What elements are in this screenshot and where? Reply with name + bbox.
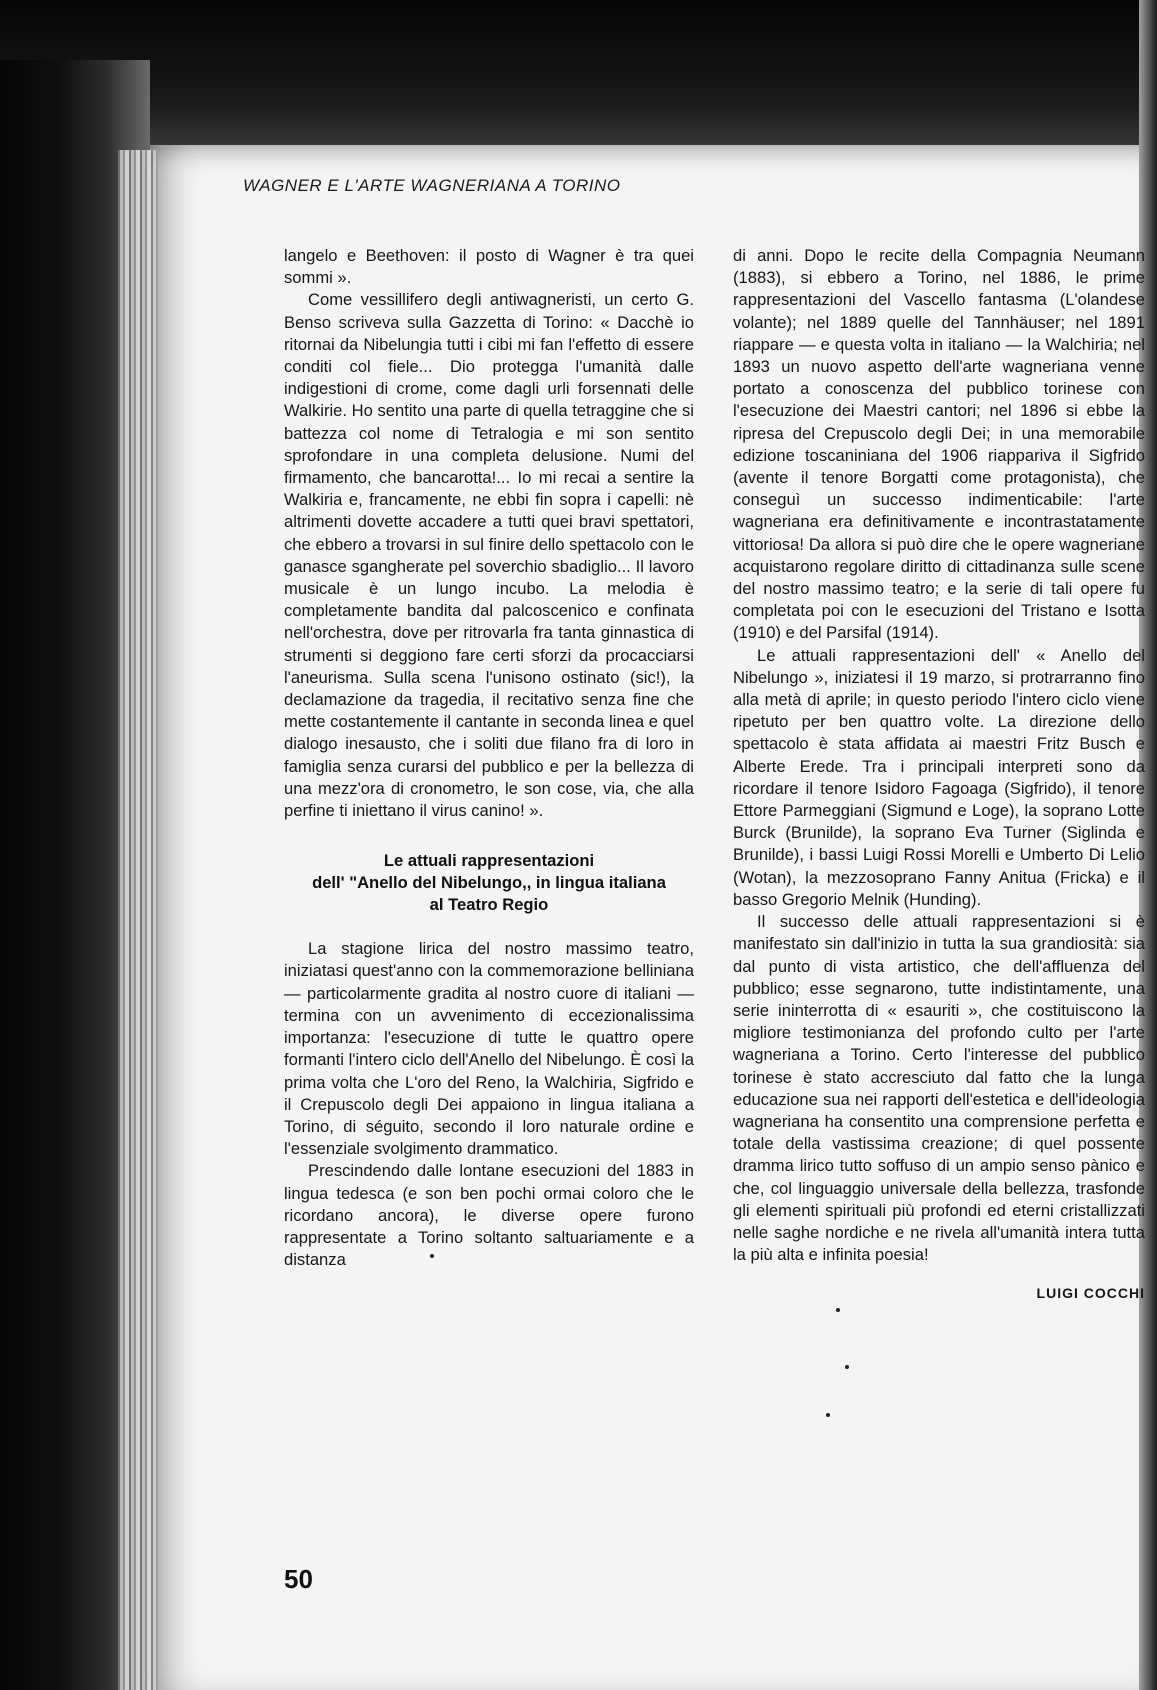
section-heading-line-3: al Teatro Regio bbox=[429, 895, 549, 915]
page-edge-stack bbox=[118, 150, 158, 1690]
scan-border-top bbox=[0, 0, 1157, 150]
section-heading-line-2: dell' "Anello del Nibelungo,, in lingua italiana bbox=[312, 873, 666, 893]
section-heading-line-1: Le attuali rappresentazioni bbox=[383, 851, 595, 871]
right-paragraph-3: Il successo delle attuali rappresentazioni si è manifestato sin dall'inizio in tutta la sua grandiosità: sia dal punto di vista artistico, che dell'affluenza del pubblico; esse segnarono, tutte indistintamente, una serie ininterrotta di « esauriti », che costituiscono la migliore testimonianza del profondo culto per l'arte wagneriana a Torino. Certo l'interesse del pubblico torinese è stato accresciuto dal fatto che la lunga educazione sua nei rapporti dell'estetica e dell'ideologia wagneriana ha consentito una comprensione perfetta e totale della vastissima creazione; di quel possente dramma lirico tutto soffuso di un ampio senso pànico e che, col linguaggio universale della bellezza, trasfonde gli elementi spirituali più profondi ed eterni cristallizzati nelle saghe nordiche e ne rivela all'umanità intera tutta la più alta e infinita poesia! bbox=[733, 912, 1145, 1265]
author-signature: LUIGI COCCHI bbox=[1036, 1285, 1145, 1302]
right-column bbox=[733, 245, 1145, 1305]
print-speck bbox=[430, 1254, 434, 1258]
page-number: 50 bbox=[284, 1564, 313, 1594]
running-head: WAGNER E L'ARTE WAGNERIANA A TORINO bbox=[243, 176, 621, 195]
right-paragraph-1: di anni. Dopo le recite della Compagnia Neumann (1883), si ebbero a Torino, nel 1886, le prime rappresentazioni del Vascello fantasma (L'olandese volante); nel 1889 quelle del Tannhäuser; nel 1891 riappare — e questa volta in italiano — la Walchiria; nel 1893 un nuovo aspetto dell'arte wagneriana venne portato a conoscenza del pubblico torinese con l'esecuzione dei Maestri cantori; nel 1896 si ebbe la ripresa del Crepuscolo degli Dei; in una memorabile edizione toscaniniana del 1906 riappariva il Sigfrido (avente il tenore Borgatti come protagonista), che conseguì un successo indimenticabile: l'arte wagneriana era definitivamente e incontrastatamente vittoriosa! Da allora si può dire che le opere wagneriane acquistarono regolare diritto di cittadinanza sulle scene del nostro massimo teatro; e la serie di tali opere fu completata poi con le esecuzioni del Tristano e Isotta (1910) e del Parsifal (1914). bbox=[733, 246, 1145, 643]
left-paragraph-2: Come vessillifero degli antiwagneristi, un certo G. Benso scriveva sulla Gazzetta di Torino: « Dacchè io ritornai da Nibelungia tutti i cibi mi fan l'effetto di essere conditi col fiele... Dio protegga l'umanità dalle indigestioni di crome, come dagli urli forsennati delle Walkirie. Ho sentito una parte di quella tetraggine che si battezza col nome di Tetralogia e mi son sentito sprofondare in una completa delusione. Numi del firmamento, che bancarotta!... Io mi recai a sentire la Walkiria e, francamente, ne ebbi fin sopra i capelli: nè altrimenti dovette accadere a tutti quei bravi spettatori, che ebbero a trovarsi in sul finire dello spettacolo con le ganasce sgangherate pel soverchio sbadiglio... Il lavoro musicale è un lungo incubo. La melodia è completamente bandita dal palcoscenico e confinata nell'orchestra, dove per ritrovarla fra tanta ginnastica di strumenti si deggiono fare certi sforzi da procacciarsi l'aneurisma. Sulla scena l'unisono ostinato (sic!), la declamazione da tragedia, il recitativo senza fine che mette costantemente il cantante in seconda linea e quel dialogo inesausto, che i soliti due filano fra di loro in famiglia senza curarsi del pubblico e per la bellezza di una mezz'ora di cronometro, le son cose, via, che alla perfine ti iniettano il virus canino! ». bbox=[284, 290, 694, 821]
left-paragraph-4: Prescindendo dalle lontane esecuzioni del 1883 in lingua tedesca (e son ben pochi ormai coloro che le ricordano ancora), le diverse opere furono rappresentate a Torino soltanto saltuariamente e a distanza bbox=[284, 1161, 694, 1270]
right-paragraph-2: Le attuali rappresentazioni dell' « Anello del Nibelungo », iniziatesi il 19 marzo, si protrarranno fino alla metà di aprile; in questo periodo l'intero ciclo viene ripetuto per ben quattro volte. La direzione dello spettacolo è stata affidata ai maestri Fritz Busch e Alberte Erede. Tra i principali interpreti sono da ricordare il tenore Isidoro Fagoaga (Sigfrido), il tenore Ettore Parmeggiani (Sigmund e Loge), la soprano Lotte Burck (Brunilde), la soprano Eva Turner (Siglinda e Brunilde), i bassi Luigi Rossi Morelli e Umberto Di Lelio (Wotan), la mezzosoprano Fanny Anitua (Fricka) e il basso Gregorio Melnik (Hunding). bbox=[733, 645, 1145, 909]
left-column bbox=[284, 245, 694, 1271]
left-paragraph-3: La stagione lirica del nostro massimo teatro, iniziatasi quest'anno con la commemorazione belliniana — particolarmente gradita al nostro cuore di italiani — termina con un avvenimento di eccezionalissima importanza: l'esecuzione di tutte le quattro opere formanti l'intero ciclo dell'Anello del Nibelungo. È così la prima volta che L'oro del Reno, la Walchiria, Sigfrido e il Crepuscolo degli Dei appaiono in lingua italiana a Torino, di séguito, secondo il loro naturale ordine e l'essenziale svolgimento drammatico. bbox=[284, 939, 694, 1159]
left-paragraph-1: langelo e Beethoven: il posto di Wagner è tra quei sommi ». bbox=[284, 246, 694, 288]
print-speck bbox=[845, 1365, 849, 1369]
section-heading bbox=[284, 850, 694, 916]
print-speck bbox=[826, 1413, 830, 1417]
print-speck bbox=[836, 1308, 840, 1312]
